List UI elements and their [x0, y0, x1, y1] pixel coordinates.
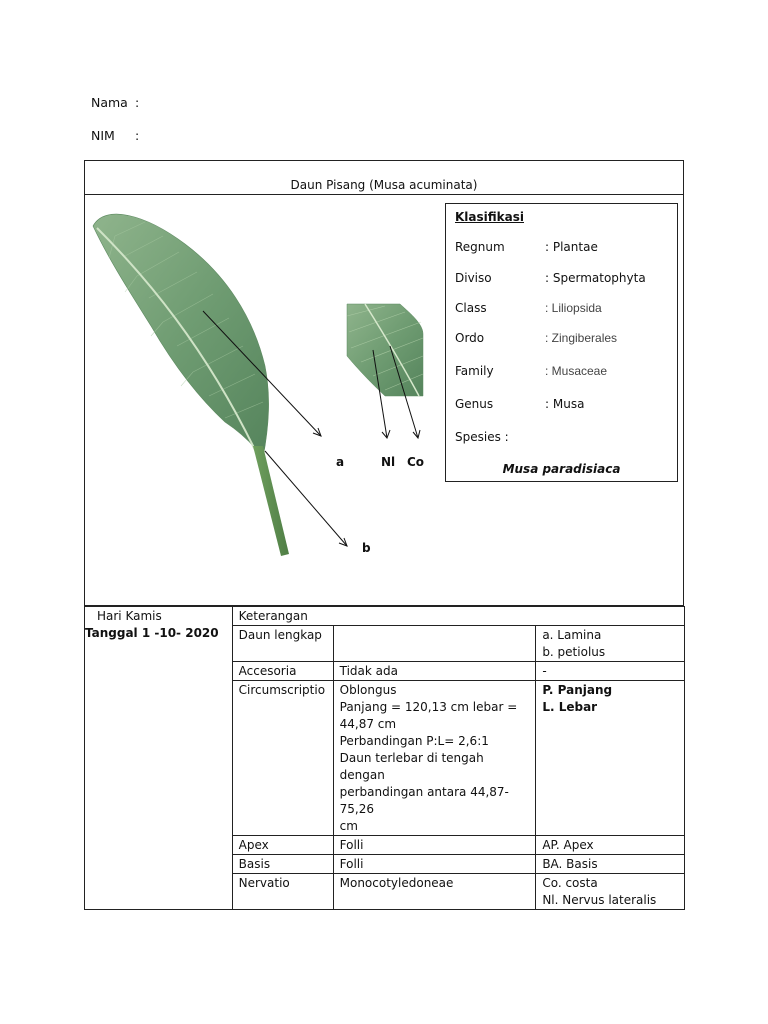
row-note	[536, 626, 685, 662]
row-desc	[333, 874, 536, 910]
class-label: Class	[455, 301, 487, 315]
desc-line: Folli	[339, 857, 364, 871]
family-label: Family	[455, 364, 494, 378]
label-nl: Nl	[381, 455, 396, 469]
note-line: L. Lebar	[542, 700, 598, 714]
row-desc	[333, 662, 536, 681]
desc-line: perbandingan antara 44,87-75,26	[339, 785, 509, 816]
row-name: Accesoria	[232, 662, 333, 681]
row-name: Nervatio	[232, 874, 333, 910]
row-name: Basis	[232, 855, 333, 874]
row-desc	[333, 681, 536, 836]
nama-separator: :	[135, 95, 140, 110]
nim-separator: :	[135, 128, 140, 143]
note-line: BA. Basis	[542, 857, 598, 871]
row-note	[536, 855, 685, 874]
desc-line: 44,87 cm	[339, 717, 397, 731]
label-b: b	[362, 541, 371, 555]
note-line: Nl. Nervus lateralis	[542, 893, 657, 907]
genus-value: : Musa	[545, 397, 585, 411]
row-name: Circumscriptio	[232, 681, 333, 836]
keterangan-table	[84, 606, 685, 910]
nama-label: Nama	[91, 95, 128, 110]
klasifikasi-title: Klasifikasi	[455, 210, 524, 224]
row-note	[536, 874, 685, 910]
class-value: : Liliopsida	[545, 301, 602, 315]
row-name: Apex	[232, 836, 333, 855]
genus-label: Genus	[455, 397, 494, 411]
desc-line: Panjang = 120,13 cm lebar =	[339, 700, 518, 714]
desc-line: Daun terlebar di tengah dengan	[339, 751, 484, 782]
ordo-label: Ordo	[455, 331, 485, 345]
row-desc	[333, 855, 536, 874]
note-line: P. Panjang	[542, 683, 613, 697]
spesies-label: Spesies :	[455, 430, 509, 444]
desc-line: Perbandingan P:L= 2,6:1	[339, 734, 489, 748]
leaf-petiole	[253, 446, 289, 556]
row-name: Daun lengkap	[232, 626, 333, 662]
date-cell	[85, 607, 233, 910]
keterangan-header: Keterangan	[232, 607, 684, 626]
regnum-value: : Plantae	[545, 240, 598, 254]
date-label: Tanggal 1 -10- 2020	[85, 626, 219, 640]
desc-line: Oblongus	[339, 683, 397, 697]
note-line: -	[542, 664, 547, 678]
leaf-figure-frame	[84, 160, 684, 606]
banana-leaf-figure	[85, 196, 445, 606]
diviso-label: Diviso	[455, 271, 492, 285]
row-note	[536, 836, 685, 855]
note-line: b. petiolus	[542, 645, 606, 659]
ordo-value: : Zingiberales	[545, 331, 618, 345]
table-header-row	[85, 607, 685, 626]
desc-line: cm	[339, 819, 358, 833]
row-note	[536, 681, 685, 836]
diviso-value: : Spermatophyta	[545, 271, 646, 285]
species-name: Musa paradisiaca	[502, 462, 621, 476]
row-note	[536, 662, 685, 681]
family-value: : Musaceae	[545, 364, 608, 378]
desc-line: Tidak ada	[339, 664, 398, 678]
desc-line: Monocotyledoneae	[339, 876, 454, 890]
row-desc	[333, 626, 536, 662]
note-line: AP. Apex	[542, 838, 594, 852]
figure-title-row	[85, 161, 683, 195]
note-line: a. Lamina	[542, 628, 602, 642]
note-line: Co. costa	[542, 876, 598, 890]
label-a: a	[336, 455, 345, 469]
figure-title: Daun Pisang (Musa acuminata)	[290, 178, 478, 192]
label-co: Co	[407, 455, 425, 469]
day-label: Hari Kamis	[97, 609, 162, 623]
nim-label: NIM	[91, 128, 115, 143]
regnum-label: Regnum	[455, 240, 505, 254]
row-desc	[333, 836, 536, 855]
desc-line: Folli	[339, 838, 364, 852]
klasifikasi-box	[445, 203, 678, 482]
